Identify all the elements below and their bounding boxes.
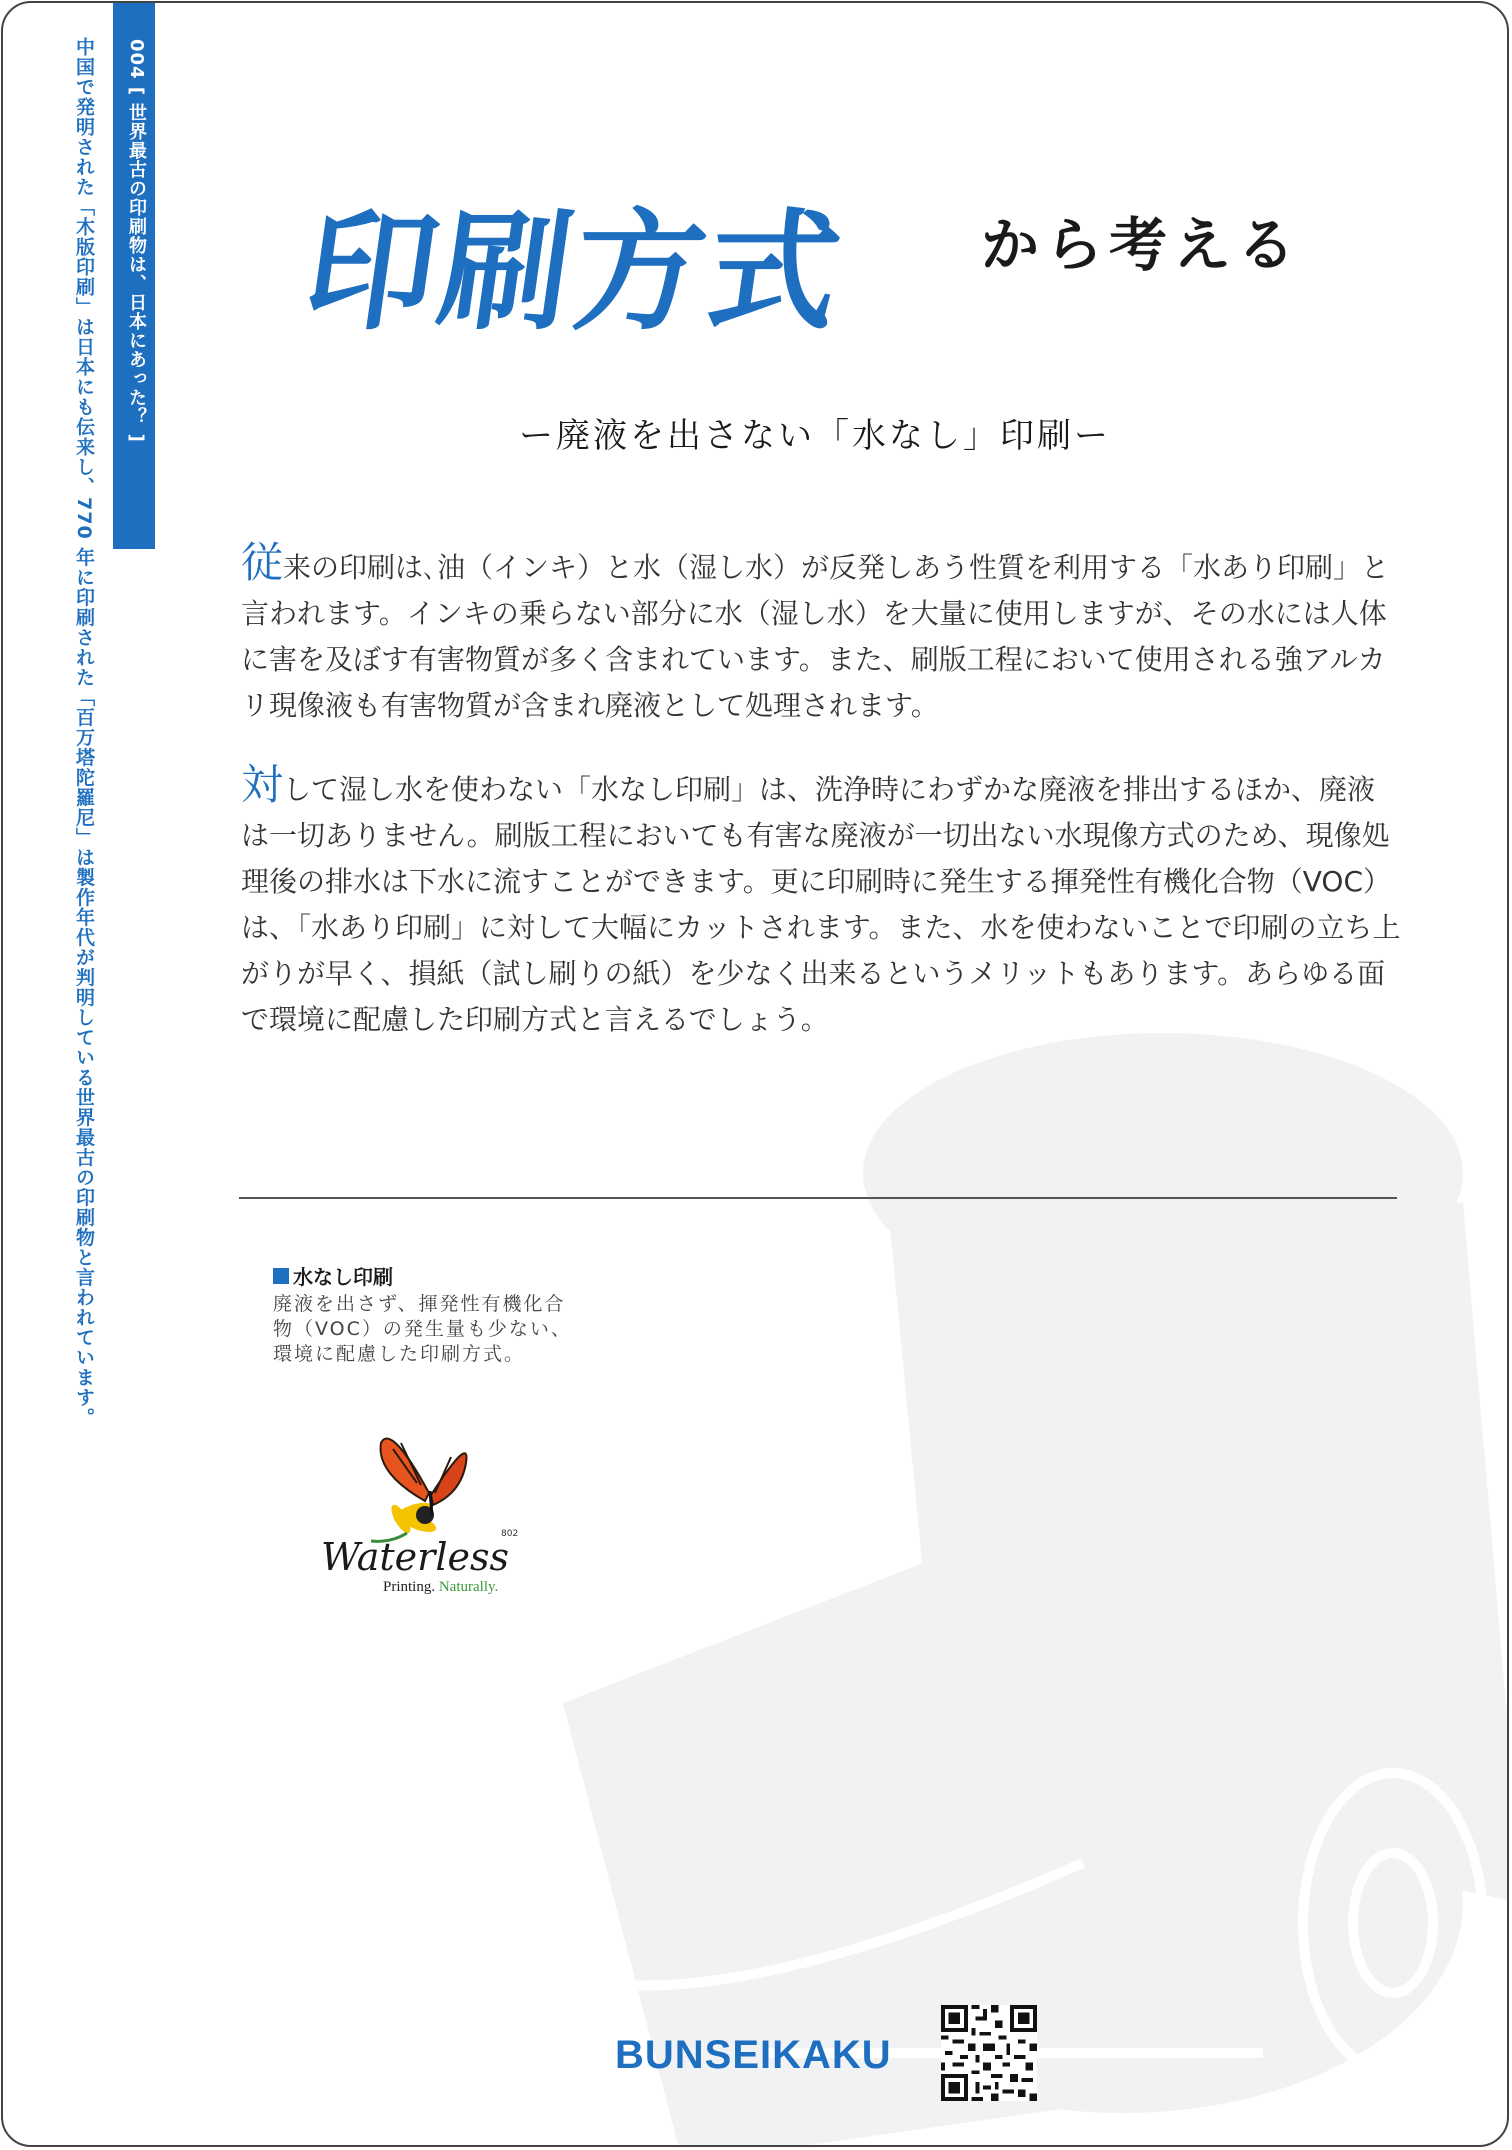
note-body: 廃液を出さず、揮発性有機化合物（VOC）の発生量も少ない、環境に配慮した印刷方式。 — [273, 1293, 572, 1365]
page-title-suffix: から考える — [981, 211, 1302, 279]
paragraph-1 — [241, 538, 1401, 729]
page — [1, 1, 1509, 2147]
note-heading — [273, 1261, 573, 1290]
brand-logo: BUNSEIKAKU — [615, 2033, 892, 2077]
roller-watermark-icon — [563, 1003, 1509, 2147]
sidebar-band-text: 004 [ 世界最古の印刷物は、日本にあった？ ] — [126, 39, 147, 443]
logo-badge: 802 — [501, 1529, 519, 1539]
divider — [239, 1197, 1397, 1199]
paragraph-2-initial: 対 — [241, 760, 284, 809]
page-title: 印刷方式 — [295, 196, 854, 348]
logo-wordmark: Waterless — [321, 1535, 509, 1579]
paragraph-1-text: 来の印刷は､油（インキ）と水（湿し水）が反発しあう性質を利用する「水あり印刷」と言われます。インキの乗らない部分に水（湿し水）を大量に使用しますが、その水には人体に害を及ぼす有害物質が多く含まれています。また、刷版工程において使用される強アルカリ現像液も有害物質が含まれ廃液として処理されます。 — [241, 551, 1390, 722]
square-bullet-icon — [273, 1268, 289, 1284]
waterless-logo — [321, 1423, 521, 1603]
paragraph-2-text: して湿し水を使わない「水なし印刷」は、洗浄時にわずかな廃液を排出するほか、廃液は一切ありません。刷版工程においても有害な廃液が一切出ない水現像方式のため、現像処理後の排水は下水に流すことができます。更に印刷時に発生する揮発性有機化合物（VOC）は、「水あり印刷」に対して大幅にカットされます。また、水を使わないことで印刷の立ち上がりが早く、損紙（試し刷りの紙）を少なく出来るというメリットもあります。あらゆる面で環境に配慮した印刷方式と言えるでしょう。 — [241, 773, 1401, 1036]
logo-tagline-part2: Naturally. — [435, 1579, 499, 1595]
paragraph-1-initial: 従 — [241, 538, 284, 587]
glossary-note — [273, 1261, 573, 1367]
note-title: 水なし印刷 — [293, 1265, 393, 1289]
sidebar-side-text: 中国で発明された「木版印刷」は日本にも伝来し、770 年に印刷された「百万塔陀羅尼」は製作年代が判明している世界最古の印刷物と言われています。 — [73, 37, 95, 1428]
butterfly-flower-icon — [321, 1423, 521, 1543]
qr-code-icon — [941, 2005, 1037, 2101]
paragraph-2 — [241, 760, 1401, 1043]
page-subtitle: ー廃液を出さない「水なし」印刷ー — [519, 416, 1111, 456]
logo-tagline-part1: Printing. — [383, 1579, 436, 1595]
logo-tagline — [383, 1579, 498, 1596]
